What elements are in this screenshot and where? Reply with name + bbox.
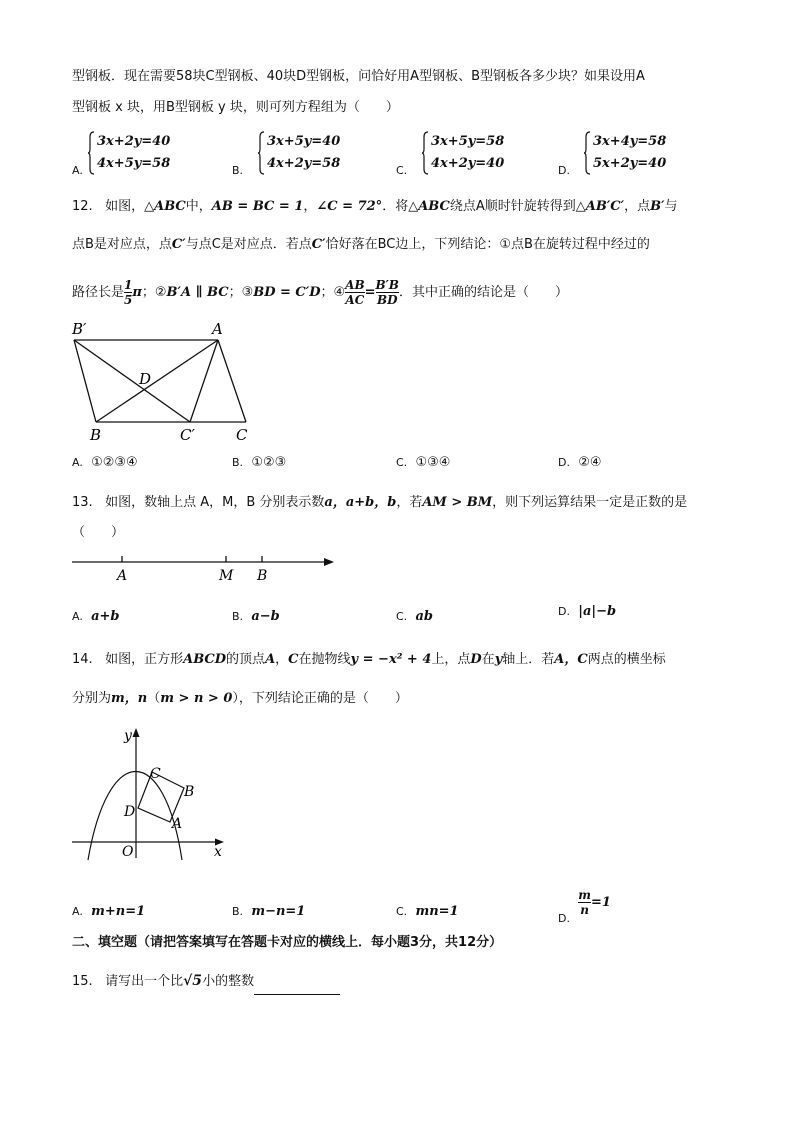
numerator: B′B — [375, 278, 399, 292]
points-ac: A，C — [554, 652, 588, 667]
numerator: m — [578, 888, 591, 902]
text: ；② — [141, 285, 167, 300]
equation-1: 3x+5y=40 — [267, 134, 341, 149]
text: 在抛物线 — [298, 652, 351, 667]
answer-blank[interactable] — [254, 980, 340, 995]
q12-option-b[interactable] — [232, 455, 286, 470]
q12-figure — [66, 318, 256, 444]
option-text: m−n=1 — [251, 904, 306, 919]
q13-option-c[interactable] — [396, 609, 433, 624]
text: ，若 — [396, 495, 423, 510]
text: ， — [303, 199, 317, 214]
question-number: 14. — [72, 652, 93, 667]
text: （ — [147, 691, 161, 706]
label-o: O — [122, 844, 134, 860]
q11-option-d[interactable] — [558, 131, 667, 177]
q13-option-b[interactable] — [232, 609, 280, 624]
q12-option-a[interactable] — [72, 455, 138, 470]
question-number: 12. — [72, 199, 93, 214]
equal-statement: BD = C′D — [253, 285, 321, 300]
q11-option-c[interactable] — [396, 131, 505, 177]
question-number: 15. — [72, 974, 93, 989]
equation-1: 3x+4y=58 — [593, 134, 667, 149]
text: 轴上．若 — [502, 652, 555, 667]
text: 请写出一个比 — [105, 974, 184, 989]
label-d: D — [139, 370, 152, 388]
q13-option-d[interactable] — [558, 604, 616, 619]
text: 如图，正方形 — [105, 652, 184, 667]
point-c-prime: C′ — [171, 237, 186, 252]
option-label: D. — [558, 456, 570, 469]
condition: AB = BC = 1 — [211, 199, 304, 214]
q12-text-line2 — [72, 236, 650, 254]
parallel-statement: B′A ∥ BC — [166, 285, 229, 300]
section-2-heading: 二、填空题（请把答案填写在答题卡对应的横线上．每小题3分，共12分） — [72, 935, 503, 950]
option-label: A. — [72, 164, 83, 177]
option-label: B. — [232, 164, 244, 177]
text: 与 — [664, 199, 678, 214]
equation-system — [88, 131, 170, 175]
equation-system — [584, 131, 666, 175]
text: ；③ — [228, 285, 254, 300]
equation-2: 4x+2y=58 — [267, 156, 341, 171]
label-x: x — [214, 844, 222, 860]
point-a-label: A — [117, 568, 128, 584]
q14-option-a[interactable] — [72, 904, 145, 919]
label-b: B — [184, 784, 195, 800]
option-text: ab — [415, 609, 433, 624]
text: ，点 — [624, 199, 651, 214]
q14-option-b[interactable] — [232, 904, 305, 919]
point-m-label: M — [219, 568, 234, 584]
option-label: B. — [232, 905, 244, 918]
q13-text-line2: （ ） — [72, 525, 125, 540]
q14-figure — [66, 722, 236, 864]
triangle-abc: △ABC — [144, 199, 186, 214]
text: 如图， — [105, 199, 145, 214]
q11-option-a[interactable] — [72, 131, 171, 177]
q13-text-line1 — [72, 494, 687, 512]
triangle-abc: △ABC — [408, 199, 450, 214]
option-label: A. — [72, 456, 83, 469]
numerator: AB — [345, 278, 365, 292]
point-c: C — [288, 652, 299, 667]
fraction — [578, 888, 591, 917]
option-label: C. — [396, 905, 408, 918]
q12-option-c[interactable] — [396, 455, 450, 470]
q14-text-line2 — [72, 690, 408, 708]
label-b-prime: B′ — [72, 320, 87, 338]
text: ；④ — [320, 285, 346, 300]
parabola-equation: y = −x² + 4 — [350, 652, 432, 667]
fraction — [345, 278, 364, 307]
label-c-prime: C′ — [180, 426, 195, 444]
text: 小的整数 — [202, 974, 255, 989]
pi-symbol: π — [132, 285, 142, 300]
triangle-abprime: △AB′C′ — [575, 199, 625, 214]
condition: AM > BM — [422, 495, 493, 510]
point-b-prime: B′ — [650, 199, 665, 214]
label-a: A — [212, 320, 223, 338]
label-d: D — [124, 804, 136, 820]
text: 上，点 — [431, 652, 471, 667]
text: ， — [275, 652, 289, 667]
q13-number-line — [66, 550, 341, 586]
option-text: a+b — [91, 609, 120, 624]
option-label: C. — [396, 164, 408, 177]
option-label: D. — [558, 164, 570, 177]
option-text: ①②③④ — [91, 455, 138, 470]
text: ．将 — [382, 199, 409, 214]
option-label: B. — [232, 456, 244, 469]
q14-option-d[interactable] — [558, 888, 611, 925]
q14-option-c[interactable] — [396, 904, 459, 919]
q12-text-line1 — [72, 198, 678, 216]
label-c: C — [236, 426, 248, 444]
option-text: ②④ — [578, 455, 602, 470]
q11-text-line2: 型钢板 x 块，用B型钢板 y 块，则可列方程组为（ ） — [72, 100, 399, 115]
text: 两点的横坐标 — [587, 652, 666, 667]
point-a: A — [265, 652, 276, 667]
question-number: 13. — [72, 495, 93, 510]
text: 恰好落在BC边上，下列结论：①点B在旋转过程中经过的 — [325, 237, 650, 252]
text: ），下列结论正确的是（ ） — [232, 691, 408, 706]
text: 路径长是 — [72, 285, 125, 300]
text: 点B是对应点，点 — [72, 237, 172, 252]
q11-option-b[interactable] — [232, 131, 341, 177]
text: 分别为 — [72, 691, 112, 706]
variables-mn: m，n — [111, 691, 148, 706]
option-text: ①③④ — [415, 455, 451, 470]
option-text: a−b — [251, 609, 280, 624]
text: 与点C是对应点．若点 — [185, 237, 312, 252]
text: 如图，数轴上点 A，M，B 分别表示数 — [105, 495, 325, 510]
equation-system — [422, 131, 504, 175]
option-label: C. — [396, 456, 408, 469]
equation-2: 4x+5y=58 — [97, 156, 171, 171]
text: 的顶点 — [226, 652, 266, 667]
option-text: |a|−b — [578, 604, 617, 619]
option-text: mn=1 — [415, 904, 459, 919]
values: a，a+b，b — [324, 495, 397, 510]
option-text: ①②③ — [251, 455, 287, 470]
q11-text-line1: 型钢板．现在需要58块C型钢板、40块D型钢板，问恰好用A型钢板、B型钢板各多少块？如果设用A — [72, 69, 645, 84]
equation-1: 3x+5y=58 — [431, 134, 505, 149]
denominator: BD — [376, 293, 398, 307]
numerator: 1 — [124, 278, 133, 292]
option-text: m+n=1 — [91, 904, 146, 919]
fraction — [376, 278, 399, 307]
text: 绕点A顺时针旋转得到 — [449, 199, 576, 214]
point-b-label: B — [257, 568, 268, 584]
text: 在 — [481, 652, 495, 667]
option-label: C. — [396, 610, 408, 623]
option-text: =1 — [590, 895, 611, 910]
q14-text-line1 — [72, 651, 666, 669]
point-d: D — [470, 652, 482, 667]
option-label: B. — [232, 610, 244, 623]
equation-system — [258, 131, 340, 175]
condition: m > n > 0 — [160, 691, 233, 706]
equation-2: 4x+2y=40 — [431, 156, 505, 171]
text: ．其中正确的结论是（ ） — [398, 285, 568, 300]
denominator: 5 — [124, 293, 133, 307]
text: ，则下列运算结果一定是正数的是 — [492, 495, 688, 510]
equation-2: 5x+2y=40 — [593, 156, 667, 171]
text: 中， — [185, 199, 212, 214]
label-b: B — [90, 426, 102, 444]
condition: ∠C = 72° — [316, 199, 383, 214]
denominator: n — [580, 903, 589, 917]
label-a: A — [172, 816, 183, 832]
sqrt-5: √5 — [183, 973, 203, 989]
option-label: A. — [72, 610, 83, 623]
y-symbol: y — [494, 652, 503, 667]
q12-option-d[interactable] — [558, 455, 602, 470]
q13-option-a[interactable] — [72, 609, 120, 624]
q12-text-line3 — [72, 276, 568, 310]
option-label: D. — [558, 605, 570, 618]
square-abcd: ABCD — [183, 652, 227, 667]
option-label: A. — [72, 905, 83, 918]
option-label: D. — [558, 912, 570, 925]
point-c-prime: C′ — [311, 237, 326, 252]
equation-1: 3x+2y=40 — [97, 134, 171, 149]
q15-text — [72, 968, 340, 995]
label-c: C — [150, 766, 161, 782]
denominator: AC — [345, 293, 365, 307]
label-y: y — [124, 728, 132, 744]
equals-sign: = — [364, 285, 376, 300]
